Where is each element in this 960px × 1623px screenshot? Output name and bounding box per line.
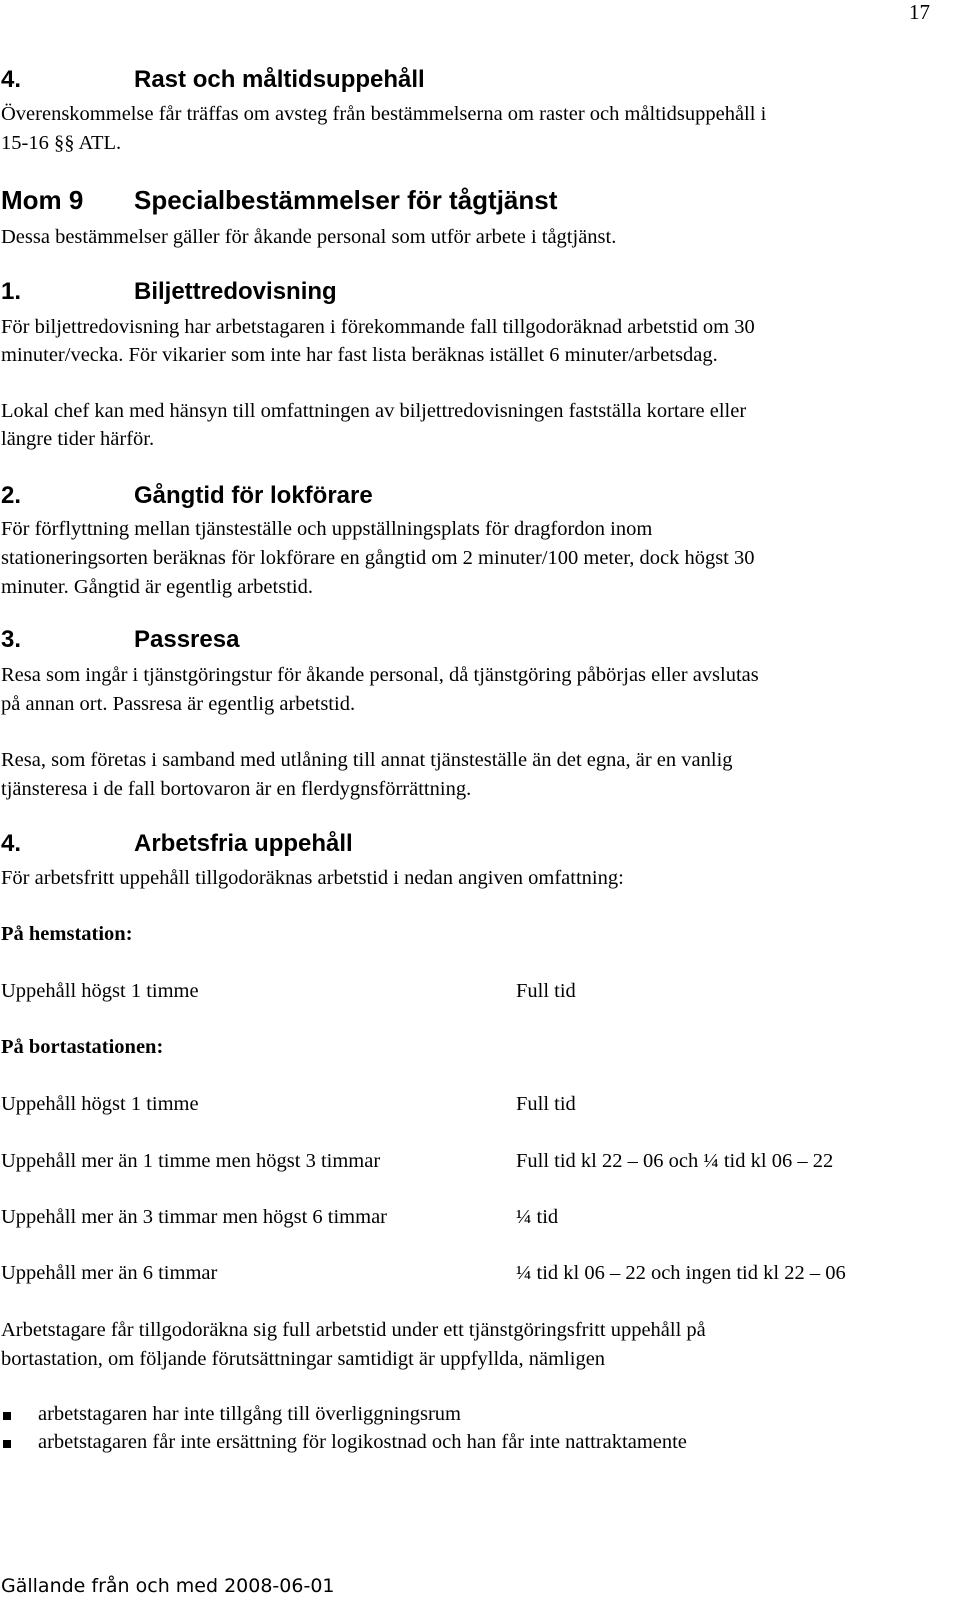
paragraph-line: Resa, som företas i samband med utlåning till annat tjänsteställe än det egna, är en vanlig xyxy=(1,749,733,771)
section-heading: Arbetsfria uppehåll xyxy=(134,830,353,857)
mom-label: Mom 9 xyxy=(1,185,84,215)
section-number: 3. xyxy=(1,626,22,653)
paragraph-line: bortastation, om följande förutsättningar samtidigt är uppfyllda, nämligen xyxy=(1,1348,606,1370)
section-heading: Gångtid för lokförare xyxy=(134,482,373,509)
table-row-time: Full tid xyxy=(516,1093,576,1115)
section-heading: Biljettredovisning xyxy=(134,278,337,305)
paragraph-line: För arbetsfritt uppehåll tillgodoräknas arbetstid i nedan angiven omfattning: xyxy=(1,867,624,889)
footer-date: Gällande från och med 2008-06-01 xyxy=(1,1575,335,1597)
table-row-time: Full tid xyxy=(516,980,576,1002)
section-number: 1. xyxy=(1,278,22,305)
paragraph-line: tjänsteresa i de fall bortovaron är en flerdygnsförrättning. xyxy=(1,778,472,800)
section-number: 4. xyxy=(1,66,22,93)
paragraph-line: Dessa bestämmelser gäller för åkande personal som utför arbete i tågtjänst. xyxy=(1,226,617,248)
table-row-time: ¼ tid xyxy=(516,1206,559,1228)
bullet-icon xyxy=(3,1440,11,1448)
subheading-bortastation: På bortastationen: xyxy=(1,1036,164,1058)
paragraph-line: minuter/vecka. För vikarier som inte har fast lista beräknas istället 6 minuter/arbetsdag. xyxy=(1,344,718,366)
paragraph-line: Resa som ingår i tjänstgöringstur för åkande personal, då tjänstgöring påbörjas eller avslutas xyxy=(1,664,759,686)
list-item: arbetstagaren har inte tillgång till överliggningsrum xyxy=(38,1403,461,1425)
section-heading: Rast och måltidsuppehåll xyxy=(134,66,425,93)
section-heading: Passresa xyxy=(134,626,240,653)
table-row-time: Full tid kl 22 – 06 och ¼ tid kl 06 – 22 xyxy=(516,1150,834,1172)
paragraph-line: 15-16 §§ ATL. xyxy=(1,132,122,154)
paragraph-line: För biljettredovisning har arbetstagaren i förekommande fall tillgodoräknad arbetstid om 30 xyxy=(1,316,755,338)
paragraph-line: minuter. Gångtid är egentlig arbetstid. xyxy=(1,576,313,598)
paragraph-line: på annan ort. Passresa är egentlig arbetstid. xyxy=(1,693,356,715)
paragraph-line: stationeringsorten beräknas för lokförare en gångtid om 2 minuter/100 meter, dock högst 30 xyxy=(1,547,755,569)
table-row-condition: Uppehåll högst 1 timme xyxy=(1,980,199,1002)
page-number: 17 xyxy=(909,0,930,24)
table-row-condition: Uppehåll mer än 3 timmar men högst 6 timmar xyxy=(1,1206,387,1228)
paragraph-line: Arbetstagare får tillgodoräkna sig full arbetstid under ett tjänstgöringsfritt uppehåll på xyxy=(1,1319,706,1341)
paragraph-line: Lokal chef kan med hänsyn till omfattningen av biljettredovisningen fastställa kortare eller xyxy=(1,400,747,422)
list-item: arbetstagaren får inte ersättning för logikostnad och han får inte nattraktamente xyxy=(38,1431,687,1453)
table-row-condition: Uppehåll högst 1 timme xyxy=(1,1093,199,1115)
bullet-icon xyxy=(3,1412,11,1420)
paragraph-line: Överenskommelse får träffas om avsteg från bestämmelserna om raster och måltidsuppehåll i xyxy=(1,103,767,125)
table-row-condition: Uppehåll mer än 1 timme men högst 3 timmar xyxy=(1,1150,381,1172)
mom-heading: Specialbestämmelser för tågtjänst xyxy=(134,185,558,215)
subheading-hemstation: På hemstation: xyxy=(1,923,133,945)
table-row-time: ¼ tid kl 06 – 22 och ingen tid kl 22 – 06 xyxy=(516,1262,846,1284)
paragraph-line: längre tider härför. xyxy=(1,428,155,450)
table-row-condition: Uppehåll mer än 6 timmar xyxy=(1,1262,218,1284)
section-number: 4. xyxy=(1,830,22,857)
section-number: 2. xyxy=(1,482,22,509)
paragraph-line: För förflyttning mellan tjänsteställe och uppställningsplats för dragfordon inom xyxy=(1,518,653,540)
